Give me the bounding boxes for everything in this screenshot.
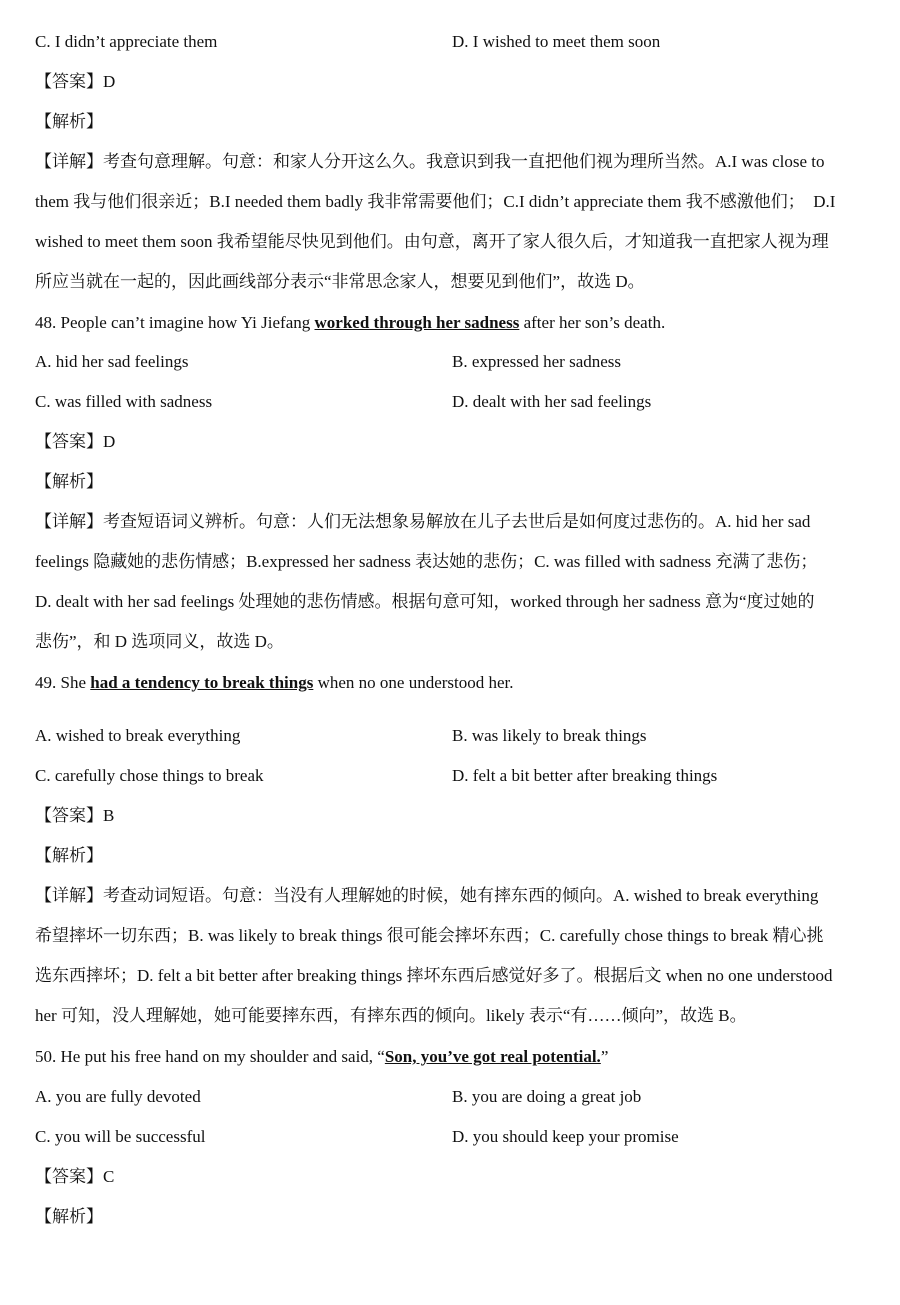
q48-option-a: A. hid her sad feelings [35, 352, 189, 371]
q48-stem [35, 312, 665, 334]
q50-stem-prefix: 50. He put his free hand on my shoulder and said, “ [35, 1047, 385, 1066]
q49-stem [35, 672, 514, 694]
q47-detail-line-3: wished to meet them soon 我希望能尽快见到他们。由句意，离开了家人很久后，才知道我一直把家人视为理 [35, 232, 829, 251]
q50-stem-suffix: ” [600, 1047, 609, 1066]
q48-option-c: C. was filled with sadness [35, 392, 213, 411]
q50-analysis-label: 【解析】 [35, 1207, 103, 1226]
q49-stem-suffix: when no one understood her. [313, 673, 514, 692]
q50-option-a: A. you are fully devoted [35, 1087, 201, 1106]
q48-stem-prefix: 48. People can’t imagine how Yi Jiefang [35, 313, 315, 332]
q48-stem-suffix: after her son’s death. [519, 313, 666, 332]
q49-detail-line-1: 【详解】考查动词短语。句意：当没有人理解她的时候，她有摔东西的倾向。A. wished to break everything [35, 886, 819, 905]
q47-detail-line-2: them 我与他们很亲近；B.I needed them badly 我非常需要他们；C.I didn’t appreciate them 我不感激他们； D.I [35, 192, 836, 211]
q50-option-b: B. you are doing a great job [452, 1087, 642, 1106]
q49-option-a: A. wished to break everything [35, 726, 241, 745]
q47-answer: 【答案】D [35, 72, 116, 91]
q47-detail-line-1: 【详解】考查句意理解。句意：和家人分开这么久。我意识到我一直把他们视为理所当然。A.I was close to [35, 152, 825, 171]
q49-option-c: C. carefully chose things to break [35, 766, 264, 785]
q49-stem-underlined: had a tendency to break things [90, 673, 314, 692]
q48-detail-line-3: D. dealt with her sad feelings 处理她的悲伤情感。根据句意可知，worked through her sadness 意为“度过她的 [35, 592, 815, 611]
q50-stem-underlined: Son, you’ve got real potential. [384, 1047, 601, 1066]
q47-analysis-label: 【解析】 [35, 112, 103, 131]
q49-answer: 【答案】B [35, 806, 115, 825]
q48-detail-line-4: 悲伤”，和 D 选项同义，故选 D。 [35, 632, 284, 651]
q48-stem-underlined: worked through her sadness [314, 313, 520, 332]
q48-option-d: D. dealt with her sad feelings [452, 392, 652, 411]
q49-option-b: B. was likely to break things [452, 726, 647, 745]
q48-answer: 【答案】D [35, 432, 116, 451]
q47-detail-line-4: 所应当就在一起的，因此画线部分表示“非常思念家人，想要见到他们”，故选 D。 [35, 272, 645, 291]
q49-detail-line-4: her 可知，没人理解她，她可能要摔东西，有摔东西的倾向。likely 表示“有……倾向”，故选 B。 [35, 1006, 747, 1025]
q49-detail-line-3: 选东西摔坏；D. felt a bit better after breaking things 摔坏东西后感觉好多了。根据后文 when no one understood [35, 966, 833, 985]
q50-answer: 【答案】C [35, 1167, 115, 1186]
q48-detail-line-2: feelings 隐藏她的悲伤情感；B.expressed her sadness 表达她的悲伤；C. was filled with sadness 充满了悲伤； [35, 552, 818, 571]
q47-option-c: C. I didn’t appreciate them [35, 32, 218, 51]
q47-option-d: D. I wished to meet them soon [452, 32, 661, 51]
q49-stem-prefix: 49. She [35, 673, 91, 692]
q48-detail-line-1: 【详解】考查短语词义辨析。句意：人们无法想象易解放在儿子去世后是如何度过悲伤的。A. hid her sad [35, 512, 811, 531]
q50-stem [35, 1046, 608, 1068]
q49-detail-line-2: 希望摔坏一切东西；B. was likely to break things 很可能会摔坏东西；C. carefully chose things to break 精心挑 [35, 926, 824, 945]
q49-option-d: D. felt a bit better after breaking things [452, 766, 718, 785]
q48-option-b: B. expressed her sadness [452, 352, 622, 371]
q49-analysis-label: 【解析】 [35, 846, 103, 865]
q48-analysis-label: 【解析】 [35, 472, 103, 491]
q50-option-c: C. you will be successful [35, 1127, 206, 1146]
q50-option-d: D. you should keep your promise [452, 1127, 679, 1146]
